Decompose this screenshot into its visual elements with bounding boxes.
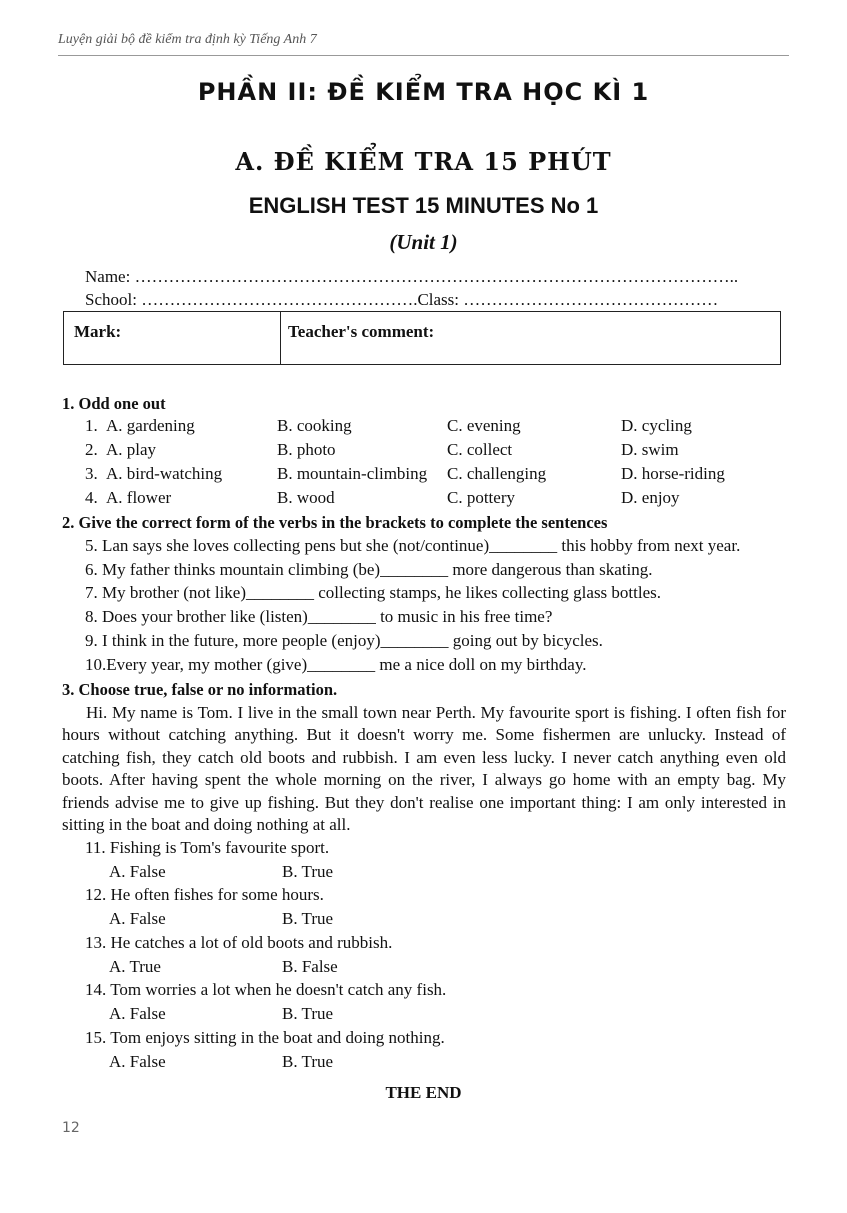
part-title: PHẦN II: ĐỀ KIỂM TRA HỌC KÌ 1 [197,78,650,106]
unit-label: (Unit 1) [389,230,458,254]
option-b: B. photo [277,440,336,459]
option-b: B. wood [277,488,335,507]
q3-statement: 11. Fishing is Tom's favourite sport. [85,838,330,857]
option-c: C. challenging [447,464,547,483]
option-c: C. pottery [447,488,515,507]
q1-heading: 1. Odd one out [62,394,166,413]
q3-statement: 13. He catches a lot of old boots and rubbish. [85,933,393,952]
q3-statement: 14. Tom worries a lot when he doesn't catch any fish. [85,980,447,999]
option-d: D. horse-riding [621,464,725,483]
item-number: 3. [85,464,98,483]
q3-option-a: A. False [109,1052,166,1071]
option-b: B. mountain-climbing [277,464,428,483]
option-a: A. gardening [106,416,195,435]
q3-statement: 15. Tom enjoys sitting in the boat and doing nothing. [85,1028,445,1047]
q3-option-b: B. True [282,862,334,881]
option-d: D. enjoy [621,488,680,507]
passage-text: Hi. My name is Tom. I live in the small town near Perth. My favourite sport is fishing. I often fish for hours without catching anything. But it doesn't worry me. Some fishermen are unlucky. Instead of catching fish, they catch old boots and rubbish. I am even less lucky. I never catch anything even old boots. After having spent the whole morning on the river, I always go home with an empty bag. My friends advise me to give up fishing. But they don't realise one important thing: I am only interested in sitting in the boat and doing nothing at all. [62,703,786,835]
option-a: A. bird-watching [106,464,223,483]
q3-option-b: B. True [282,909,334,928]
test-title: ENGLISH TEST 15 MINUTES No 1 [248,193,599,218]
option-c: C. collect [447,440,513,459]
q3-option-a: A. False [109,909,166,928]
option-d: D. cycling [621,416,692,435]
the-end: THE END [385,1083,462,1102]
option-a: A. play [106,440,157,459]
page-number: 12 [62,1120,80,1136]
header-rule [58,55,789,56]
running-header: Luyện giải bộ đề kiểm tra định kỳ Tiếng Anh 7 [58,32,317,47]
option-a: A. flower [106,488,172,507]
q3-option-a: A. True [109,957,161,976]
item-number: 1. [85,416,98,435]
mark-comment-box [63,311,781,365]
item-number: 4. [85,488,98,507]
mark-label: Mark: [74,322,122,341]
q3-heading: 3. Choose true, false or no information. [62,680,338,699]
teacher-comment-label: Teacher's comment: [288,322,435,341]
q3-option-b: B. False [282,957,338,976]
q3-option-b: B. True [282,1052,334,1071]
q2-sentence: 9. I think in the future, more people (enjoy)________ going out by bicycles. [85,631,603,650]
q2-heading: 2. Give the correct form of the verbs in the brackets to complete the sentences [62,513,608,532]
q3-statement: 12. He often fishes for some hours. [85,885,324,904]
q2-sentence: 5. Lan says she loves collecting pens but she (not/continue)________ this hobby from next year. [85,536,741,555]
section-title: A. ĐỀ KIỂM TRA 15 PHÚT [235,147,612,176]
q3-option-a: A. False [109,862,166,881]
q2-sentence: 8. Does your brother like (listen)________ to music in his free time? [85,607,553,626]
box-divider [280,312,281,364]
option-b: B. cooking [277,416,352,435]
q3-option-a: A. False [109,1004,166,1023]
item-number: 2. [85,440,98,459]
q2-sentence: 7. My brother (not like)________ collecting stamps, he likes collecting glass bottles. [85,583,662,602]
option-c: C. evening [447,416,521,435]
school-class-line: School: ………………………………………….Class: ……………………………………… [85,290,719,309]
q2-sentence: 6. My father thinks mountain climbing (be)________ more dangerous than skating. [85,560,653,579]
reading-passage [62,702,786,836]
q2-sentence: 10.Every year, my mother (give)________ me a nice doll on my birthday. [85,655,587,674]
q3-option-b: B. True [282,1004,334,1023]
option-d: D. swim [621,440,679,459]
name-line: Name: …………………………………………………………………………………………….. [85,267,739,286]
